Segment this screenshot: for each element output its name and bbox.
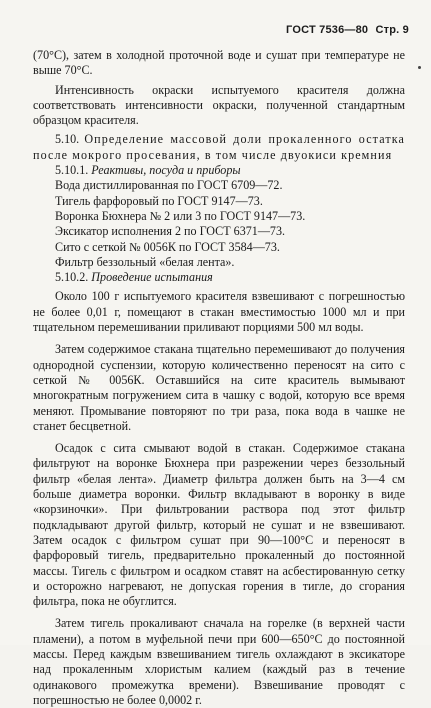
paragraph-filtering: Осадок с сита смывают водой в стакан. Содержимое стакана фильтруют на воронке Бюхнера при разрежении через беззольный фильтр «белая лента». Диаметр фильтра должен быть на 3—4 см больше диаметра воронки. Фильтр вкладывают в воронку в виде «корзиночки». При фильтровании раствора под этот фильтр подкладывают другой фильтр, который не сушат и не взвешивают. Затем осадок с фильтром сушат при 90—100°C и переносят в фарфоровый тигель, предварительно прокаленный до постоянной массы. Тигель с фильтром и осадком ставят на асбестированную сетку и осторожно нагревают, не допуская горения в тигле, до сгорания фильтра, пока не обуглится.	[33, 441, 405, 609]
list-item: Сито с сеткой № 0056К по ГОСТ 3584—73.	[55, 239, 280, 254]
section-5-10-2-heading	[33, 270, 405, 285]
subsection-number: 5.10.2.	[55, 270, 89, 285]
standard-number: ГОСТ 7536—80	[286, 24, 369, 36]
scan-artifact-dot	[418, 66, 421, 69]
list-item: Вода дистиллированная по ГОСТ 6709—72.	[55, 178, 283, 193]
page-label: Стр. 9	[375, 24, 409, 36]
section-number: 5.10.	[55, 132, 80, 147]
list-item: Тигель фарфоровый по ГОСТ 9147—73.	[55, 193, 263, 208]
subsection-number: 5.10.1.	[55, 163, 89, 178]
paragraph-intensity: Интенсивность окраски испытуемого красителя должна соответствовать интенсивности окраски, полученной стандартным образцом красителя.	[33, 82, 405, 128]
paragraph-weighing: Около 100 г испытуемого красителя взвешивают с погрешностью не более 0,01 г, помещают в стакан вместимостью 1000 мл и при тщательном перемешивании приливают порциями 500 мл воды.	[33, 289, 405, 335]
paragraph-calcination: Затем тигель прокаливают сначала на горелке (в верхней части пламени), а потом в муфельной печи при 600—650°C до постоянной массы. Перед каждым взвешиванием тигель охлаждают в эксикаторе над прокаленным хлористым калием (каждый раз в течение одинакового промежутка времени). Взвешивание проводят с погрешностью не более 0,0002 г.	[33, 616, 405, 707]
subsection-title: Проведение испытания	[91, 270, 213, 285]
list-item: Фильтр беззольный «белая лента».	[55, 254, 235, 269]
list-item: Эксикатор исполнения 2 по ГОСТ 6371—73.	[55, 224, 286, 239]
section-title: Определение массовой доли прокаленного остатка после мокрого просевания, в том числе двуокиси кремния	[33, 132, 406, 162]
page-header	[286, 24, 409, 36]
list-item: Воронка Бюхнера № 2 или 3 по ГОСТ 9147—73.	[55, 208, 306, 223]
paragraph-continuation: (70°C), затем в холодной проточной воде и сушат при температуре не выше 70°C.	[33, 48, 405, 78]
paragraph-sieving: Затем содержимое стакана тщательно перемешивают до получения однородной суспензии, которую количественно переносят на сито с сеткой № 0056К. Оставшийся на сите краситель вымывают многократным погружением сита в чашку с водой, которую все время меняют. Промывание повторяют по три раза, пока вода в чашке не станет бесцветной.	[33, 342, 405, 433]
subsection-title: Реактивы, посуда и приборы	[91, 163, 241, 178]
section-5-10-1-heading	[33, 163, 405, 178]
section-5-10-heading	[33, 132, 405, 163]
document-body	[33, 48, 405, 708]
